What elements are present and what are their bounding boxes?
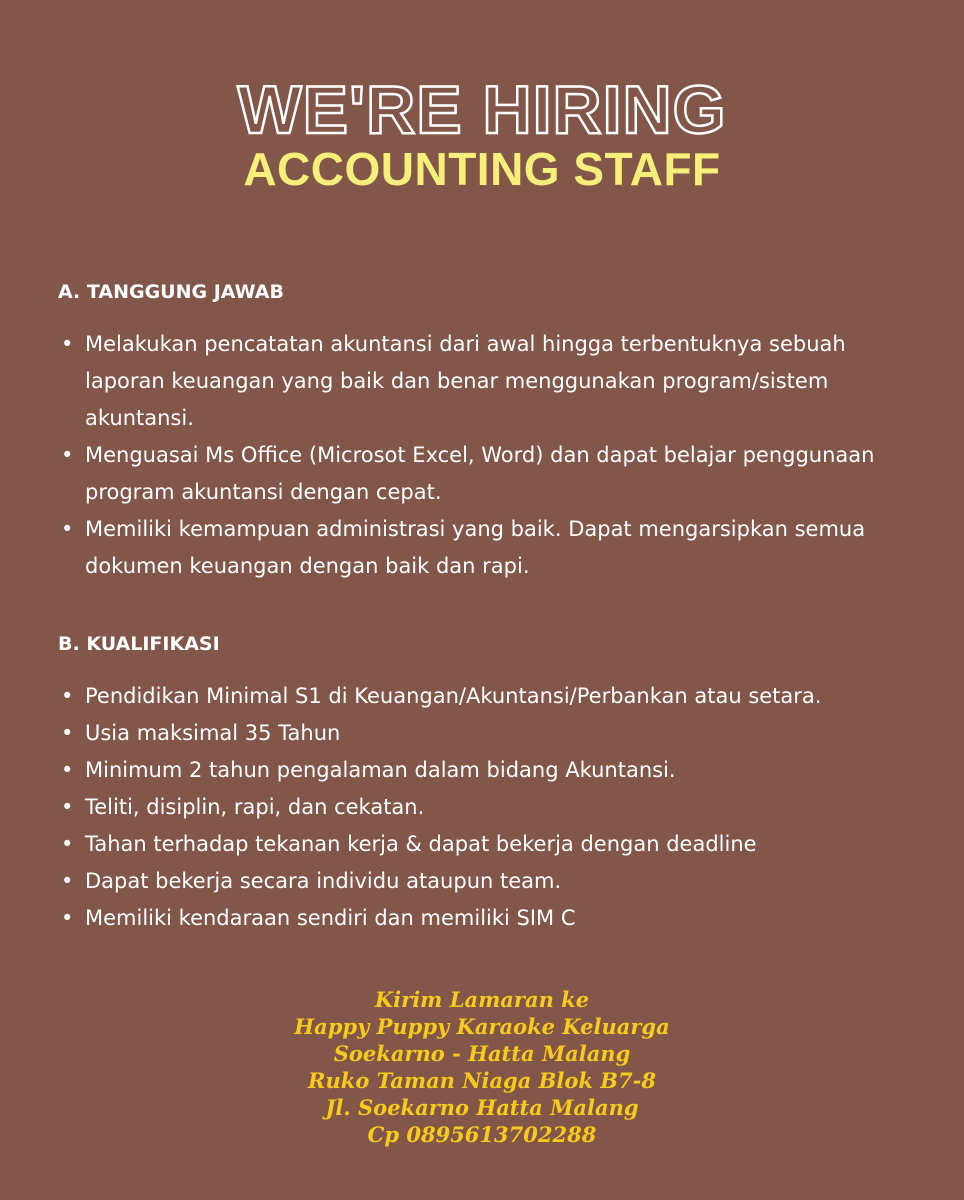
contact-phone: Cp 0895613702288 (367, 1122, 597, 1147)
section-qualifications (58, 632, 918, 937)
list-item: • Teliti, disiplin, rapi, dan cekatan. (58, 789, 918, 826)
section-title-qualifications: B. KUALIFIKASI (58, 633, 220, 655)
contact-line: Jl. Soekarno Hatta Malang (325, 1095, 639, 1120)
list-item: • Dapat bekerja secara individu ataupun team. (58, 863, 918, 900)
contact-line: Kirim Lamaran ke (374, 987, 590, 1012)
list-item: • Minimum 2 tahun pengalaman dalam bidang Akuntansi. (58, 752, 918, 789)
contact-line: Happy Puppy Karaoke Keluarga (294, 1014, 670, 1039)
position-title: ACCOUNTING STAFF (243, 143, 721, 195)
contact-line: Ruko Taman Niaga Blok B7-8 (308, 1068, 656, 1093)
list-item: • Menguasai Ms Office (Microsot Excel, Word) dan dapat belajar penggunaan program akuntansi dengan cepat. (58, 437, 918, 511)
qualifications-list (58, 678, 918, 937)
list-item: • Memiliki kendaraan sendiri dan memiliki SIM C (58, 900, 918, 937)
list-item: • Melakukan pencatatan akuntansi dari awal hingga terbentuknya sebuah laporan keuangan yang baik dan benar menggunakan program/sistem akuntansi. (58, 326, 918, 437)
headline: WE'RE HIRING (237, 72, 727, 148)
list-item: • Pendidikan Minimal S1 di Keuangan/Akuntansi/Perbankan atau setara. (58, 678, 918, 715)
responsibilities-list (58, 326, 918, 585)
section-responsibilities (58, 280, 918, 585)
list-item: • Usia maksimal 35 Tahun (58, 715, 918, 752)
contact-line: Soekarno - Hatta Malang (333, 1041, 631, 1066)
contact-block (0, 986, 964, 1148)
list-item: • Memiliki kemampuan administrasi yang baik. Dapat mengarsipkan semua dokumen keuangan dengan baik dan rapi. (58, 511, 918, 585)
section-title-responsibilities: A. TANGGUNG JAWAB (58, 281, 284, 303)
list-item: • Tahan terhadap tekanan kerja & dapat bekerja dengan deadline (58, 826, 918, 863)
